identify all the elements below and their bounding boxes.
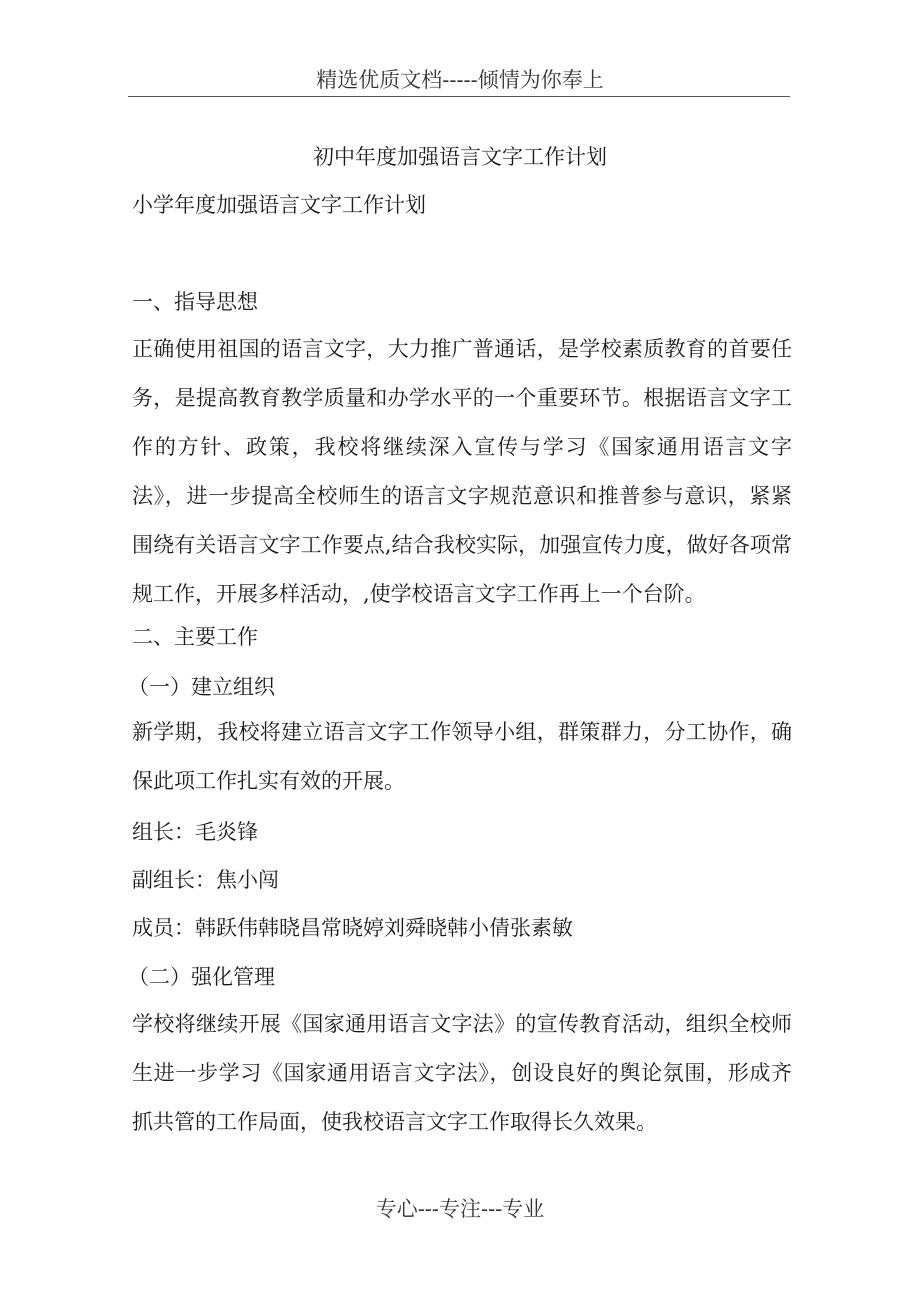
paragraph-management: 学校将继续开展《国家通用语言文字法》的宣传教育活动，组织全校师生进一步学习《国家通用语言文字法》，创设良好的舆论氛围，形成齐抓共管的工作局面，使我校语言文字工作取得长久效果。 [132,1012,792,1134]
subsection-heading-organization: （一）建立组织 [128,675,275,699]
header-divider [128,96,790,97]
leader-line: 组长：毛炎锋 [132,820,258,844]
paragraph-organization: 新学期，我校将建立语言文字工作领导小组，群策群力，分工协作，确保此项工作扎实有效的开展。 [132,720,792,793]
section-heading-main-work: 二、主要工作 [132,625,258,649]
page-footer: 专心---专注---专业 [375,1197,545,1221]
members-line: 成员：韩跃伟韩晓昌常晓婷刘舜晓韩小倩张素敏 [132,916,573,940]
section-heading-guiding-ideology: 一、指导思想 [132,290,258,314]
document-title: 初中年度加强语言文字工作计划 [313,145,607,169]
vice-leader-line: 副组长：焦小闯 [132,868,279,892]
page-header: 精选优质文档-----倾情为你奉上 [316,68,604,92]
paragraph-guiding-ideology: 正确使用祖国的语言文字，大力推广普通话，是学校素质教育的首要任务，是提高教育教学质量和办学水平的一个重要环节。根据语言文字工作的方针、政策，我校将继续深入宣传与学习《国家通用语言文字法》，进一步提高全校师生的语言文字规范意识和推普参与意识，紧紧围绕有关语言文字工作要点,结合我校实际，加强宣传力度，做好各项常规工作，开展多样活动，,使学校语言文字工作再上一个台阶。 [132,337,792,606]
document-subtitle: 小学年度加强语言文字工作计划 [132,193,426,217]
subsection-heading-management: （二）强化管理 [128,965,275,989]
